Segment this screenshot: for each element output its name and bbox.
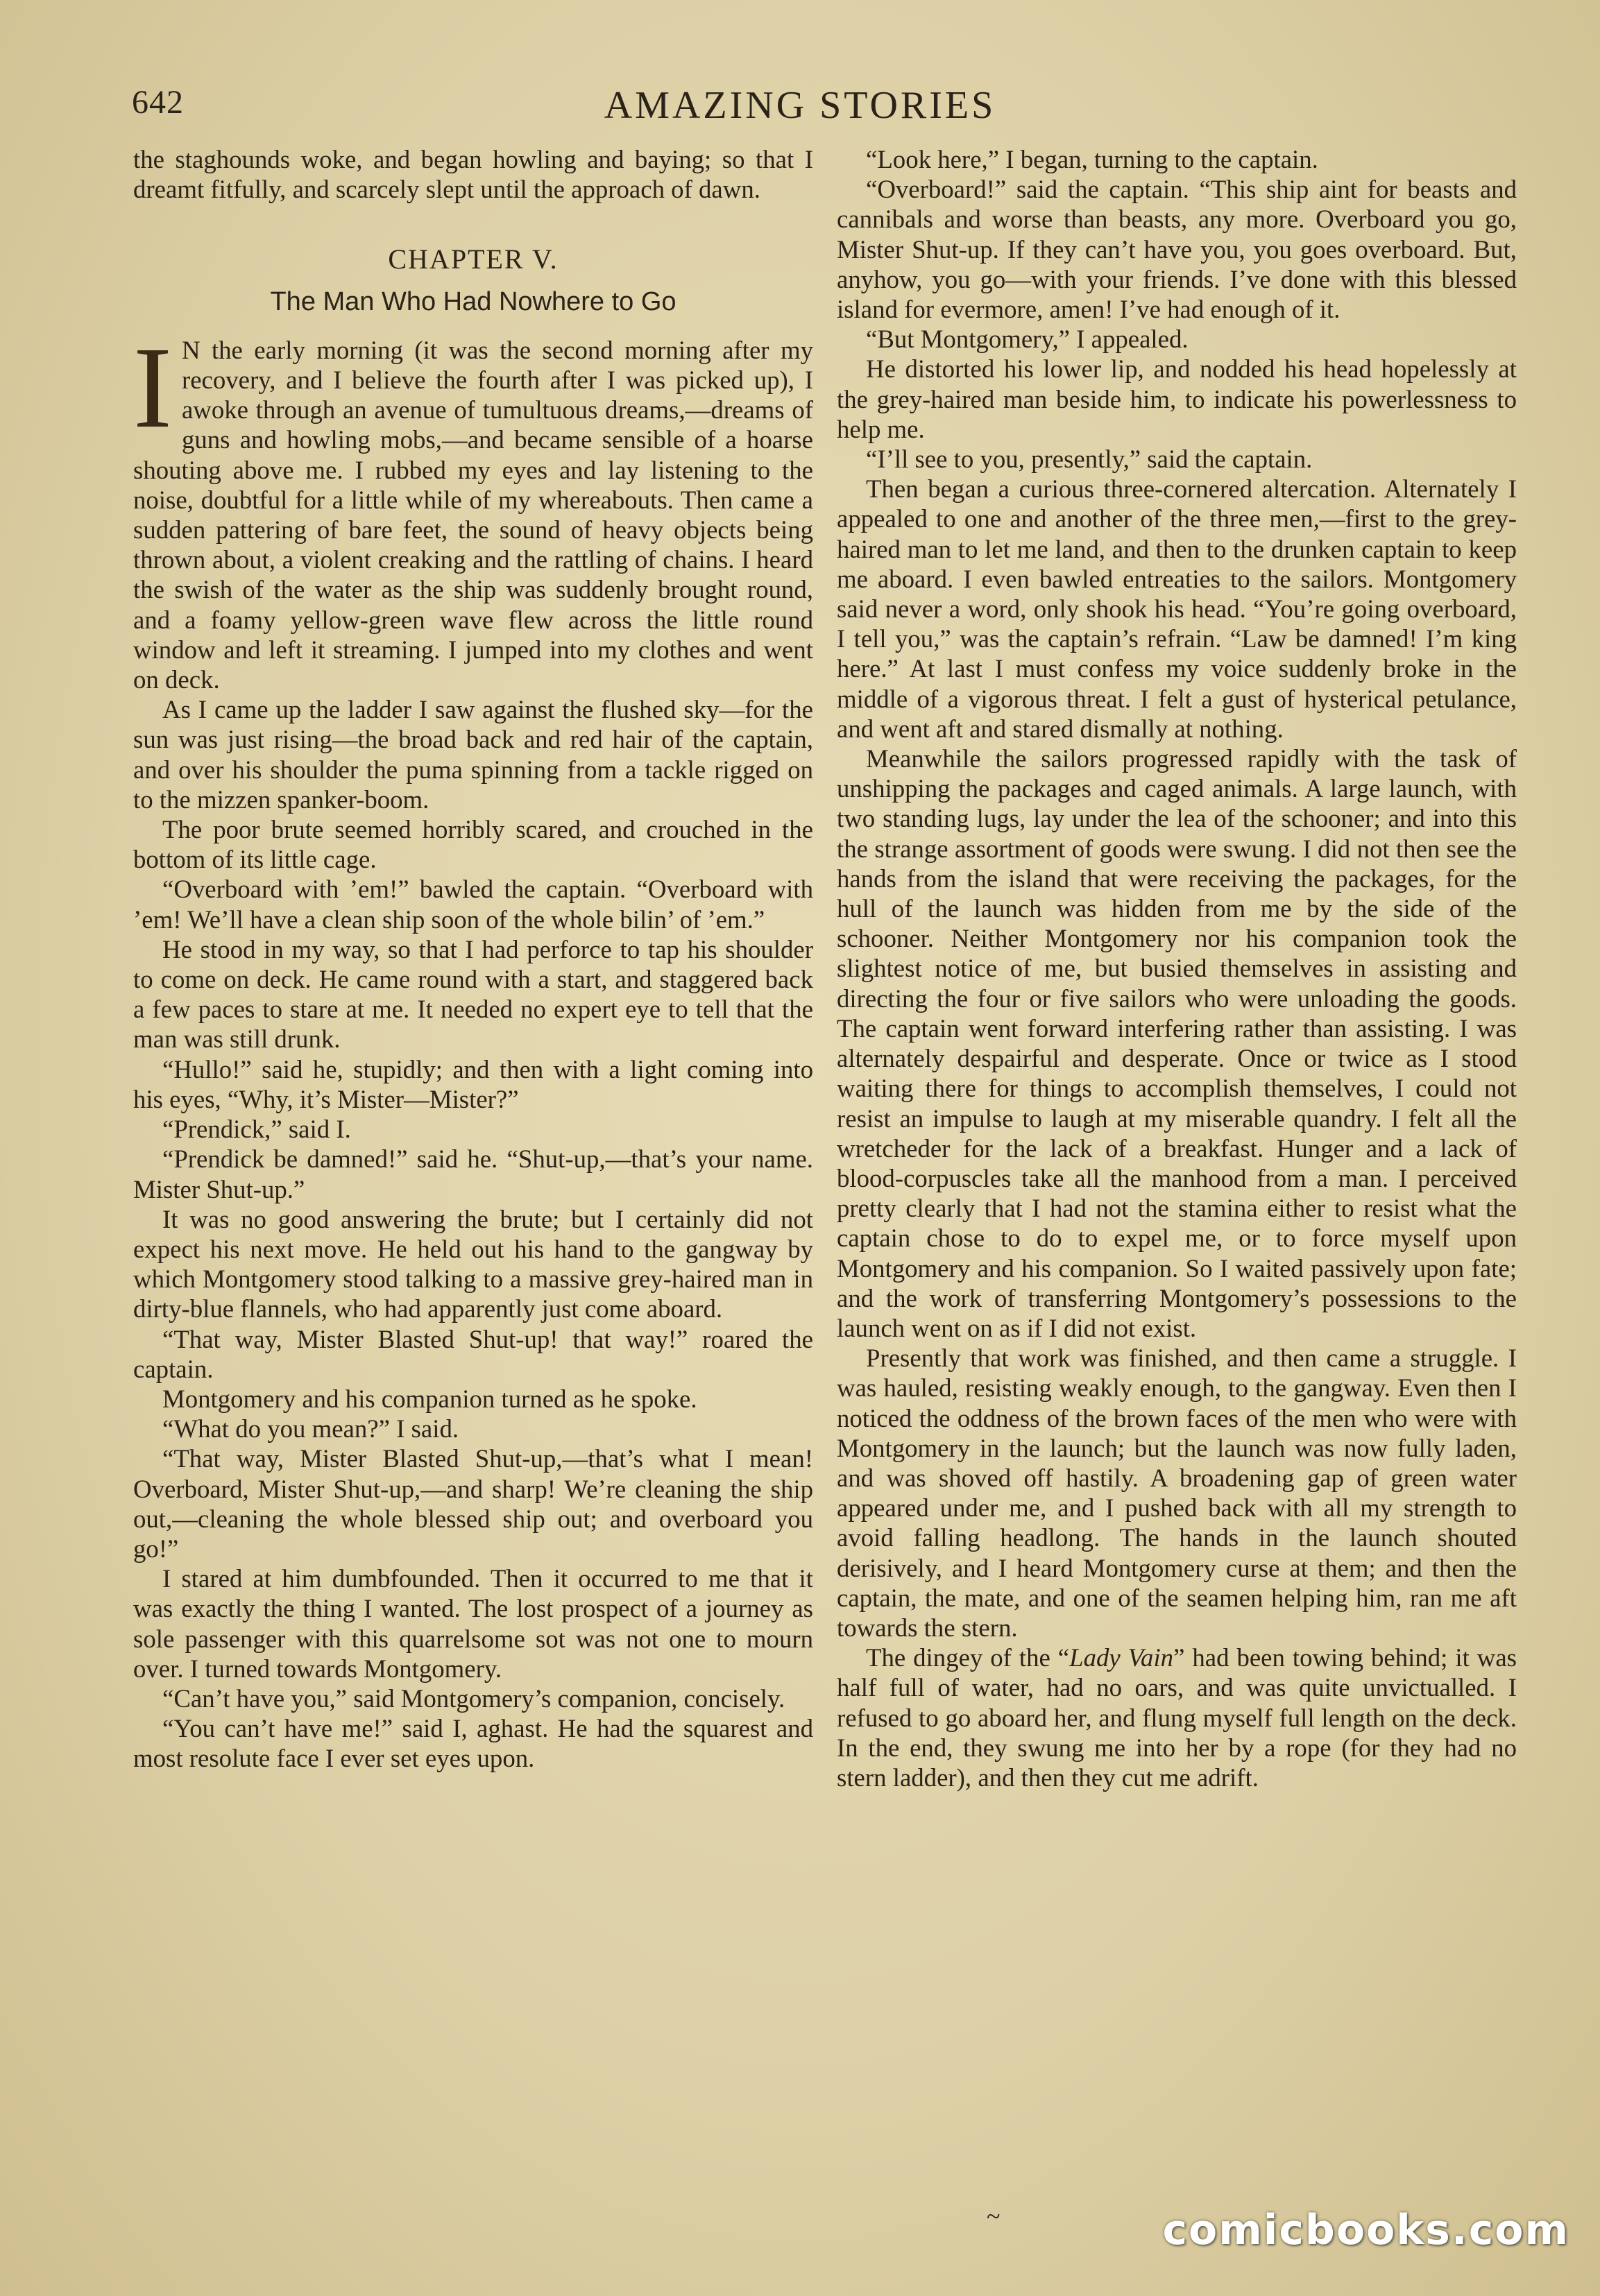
ship-name: Lady Vain [1069,1643,1174,1672]
page-end-mark: ~ [987,2202,1001,2230]
paragraph: I stared at him dumbfounded. Then it occurred to me that it was exactly the thing I wanted. The lost prospect of a journey as sole passenger with this quarrelsome sot was not one to mourn over. I turned towards Montgomery. [133,1564,813,1683]
paragraph: “What do you mean?” I said. [162,1414,459,1443]
right-column [837,144,1517,1792]
watermark: comicbooks.com [1162,2206,1569,2254]
paragraph: He stood in my way, so that I had perforce to tap his shoulder to come on deck. He came round with a start, and staggered back a few paces to stare at me. It needed no expert eye to tell that the man was still drunk. [133,934,813,1054]
paragraph: “Prendick,” said I. [162,1115,351,1144]
paragraph: He distorted his lower lip, and nodded his head hopelessly at the grey-haired man beside him, to indicate his powerlessness to help me. [837,354,1517,443]
paragraph: “That way, Mister Blasted Shut-up,—that’s what I mean! Overboard, Mister Shut-up,—and sharp! We’re cleaning the ship out,—cleaning the whole blessed ship out; and overboard you go!” [133,1444,813,1563]
paragraph: “Can’t have you,” said Montgomery’s companion, concisely. [162,1684,785,1713]
paragraph: Presently that work was finished, and then came a struggle. I was hauled, resisting weakly enough, to the gangway. Even then I noticed the oddness of the brown faces of the men who were with Montgomery in the launch; but the launch was now fully laden, and was shoved off hastily. A broadening gap of green water appeared under me, and I pushed back with all my strength to avoid falling headlong. The hands in the launch shouted derisively, and I heard Montgomery curse at them; and then the captain, the mate, and one of the seamen helping him, ran me aft towards the stern. [837,1344,1517,1642]
paragraph: “Look here,” I began, turning to the captain. [866,145,1318,173]
paragraph: “Hullo!” said he, stupidly; and then with a light coming into his eyes, “Why, it’s Mister—Mister?” [133,1054,813,1113]
last-paragraph [837,1643,1517,1792]
left-column [133,144,813,1774]
paragraph: “Overboard!” said the captain. “This ship aint for beasts and cannibals and worse than beasts, any more. Overboard you go, Mister Shut-up. If they can’t have you, you goes overboard. But, anyhow, you go—with your friends. I’ve done with this blessed island for evermore, amen! I’ve had enough of it. [837,175,1517,324]
paragraph: It was no good answering the brute; but I certainly did not expect his next move. He held out his hand to the gangway by which Montgomery stood talking to a massive grey-haired man in dirty-blue flannels, who had apparently just come aboard. [133,1204,813,1323]
first-paragraph [133,323,813,694]
magazine-title: AMAZING STORIES [604,84,996,127]
chapter-title: The Man Who Had Nowhere to Go [270,286,676,316]
paragraph: “I’ll see to you, presently,” said the captain. [866,445,1313,474]
paragraph: “You can’t have me!” said I, aghast. He had the squarest and most resolute face I ever set eyes upon. [133,1714,813,1773]
opening-paragraph: the staghounds woke, and began howling and baying; so that I dreamt fitfully, and scarcely slept until the approach of dawn. [133,145,813,204]
paragraph: Then began a curious three-cornered altercation. Alternately I appealed to one and another of the three men,—first to the grey-haired man to let me land, and then to the drunken captain to keep me aboard. I even bawled entreaties to the sailors. Montgomery said never a word, only shook his head. “You’re going overboard, I tell you,” was the captain’s refrain. “Law be damned! I’m king here.” At last I must confess my voice suddenly broke in the middle of a vigorous threat. I felt a gust of hysterical petulance, and went aft and stared dismally at nothing. [837,474,1517,743]
drop-cap: I [133,323,172,452]
paragraph: Montgomery and his companion turned as he spoke. [162,1384,697,1413]
paragraph: “Overboard with ’em!” bawled the captain. “Overboard with ’em! We’ll have a clean ship soon of the whole bilin’ of ’em.” [133,875,813,934]
paragraph: “But Montgomery,” I appealed. [866,325,1189,354]
paragraph: Meanwhile the sailors progressed rapidly with the task of unshipping the packages and caged animals. A large launch, with two standing lugs, lay under the lea of the schooner; and into this the strange assortment of goods were swung. I did not then see the hands from the island that were receiving the packages, for the hull of the launch was hidden from me by the side of the schooner. Neither Montgomery nor his companion took the slightest notice of me, but busied themselves in assisting and directing the four or five sailors who were unloading the goods. The captain went forward interfering rather than assisting. I was alternately despairful and desperate. Once or twice as I stood waiting there for things to accomplish themselves, I could not resist an impulse to laugh at my miserable quandry. I felt all the wretcheder for the lack of a breakfast. Hunger and a lack of blood-corpuscles take all the manhood from a man. I perceived pretty clearly that I had not the stamina either to resist what the captain chose to do to expel me, or to force myself upon Montgomery and his companion. So I waited passively upon fate; and the work of transferring Montgomery’s possessions to the launch went on as if I did not exist. [837,744,1517,1342]
last-paragraph-end: ” had been towing behind; it was half full of water, had no oars, and was quite unvictualled. I refused to go aboard her, and flung myself full length on the deck. In the end, they swung me into her by a rope (for they had no stern ladder), and then they cut me adrift. [837,1643,1517,1792]
page-number: 642 [132,84,184,121]
first-paragraph-text: N the early morning (it was the second morning after my recovery, and I believe the fourth after I was picked up), I awoke through an avenue of tumultuous dreams,—dreams of guns and howling mobs,—and became sensible of a hoarse shouting above me. I rubbed my eyes and lay listening to the noise, doubtful for a little while of my whereabouts. Then came a sudden pattering of bare feet, the sound of heavy objects being thrown about, a violent creaking and the rattling of chains. I heard the swish of the water as the ship was suddenly brought round, and a foamy yellow-green wave flew across the little round window and left it streaming. I jumped into my clothes and went on deck. [133,335,813,694]
paragraph: As I came up the ladder I saw against the flushed sky—for the sun was just rising—the broad back and red hair of the captain, and over his shoulder the puma spinning from a tackle rigged on to the mizzen spanker-boom. [133,695,813,814]
paragraph: “Prendick be damned!” said he. “Shut-up,—that’s your name. Mister Shut-up.” [133,1145,813,1203]
last-paragraph-start: The dingey of the “ [866,1643,1070,1672]
chapter-heading: CHAPTER V. [388,243,559,275]
paragraph: “That way, Mister Blasted Shut-up! that way!” roared the captain. [133,1324,813,1383]
paragraph: The poor brute seemed horribly scared, and crouched in the bottom of its little cage. [133,815,813,874]
